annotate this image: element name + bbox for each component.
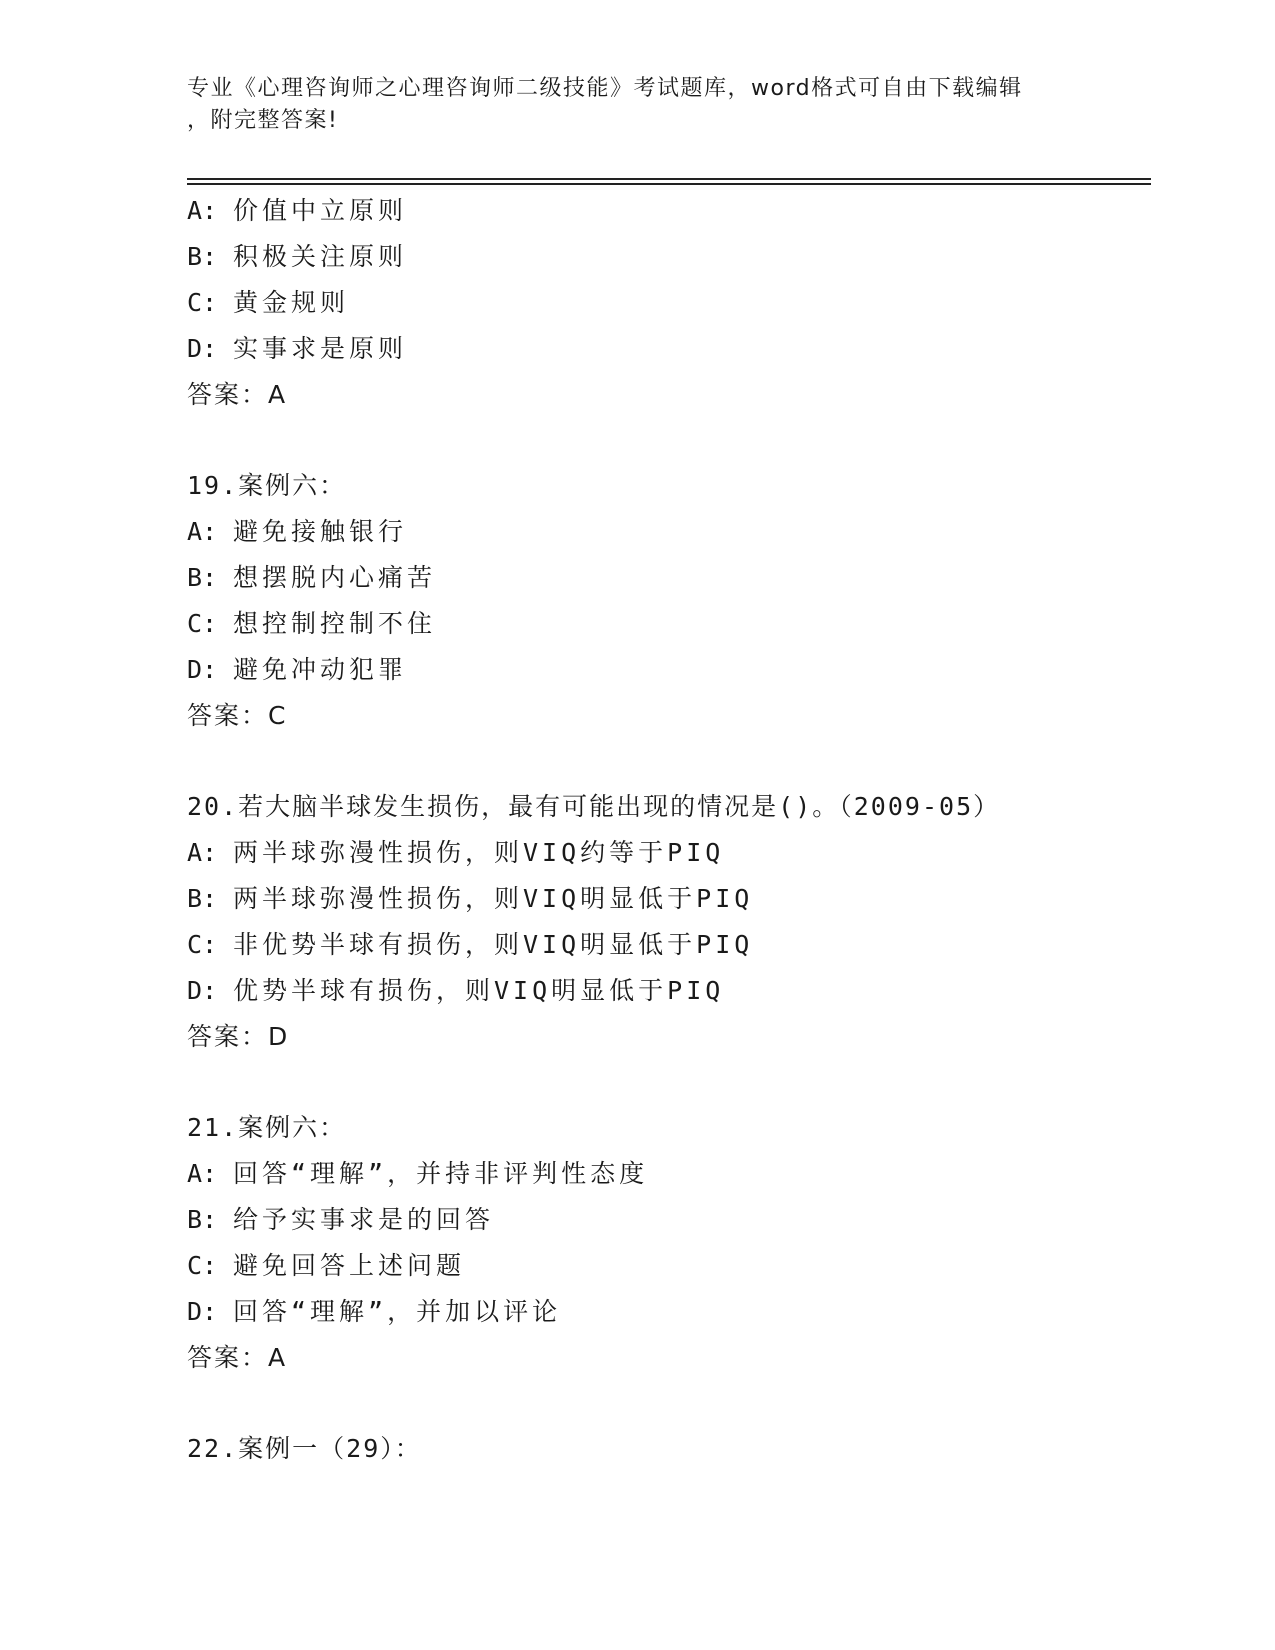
- option-a: [187, 188, 1137, 234]
- option-text: 避免冲动犯罪: [233, 655, 408, 684]
- option-key: B:: [187, 242, 218, 271]
- question-stem: [187, 784, 1137, 830]
- option-key: D:: [187, 976, 218, 1005]
- question-number: 19.: [187, 471, 239, 500]
- question-block-18: [187, 188, 1137, 418]
- question-block-19: [187, 463, 1137, 739]
- document-header: [187, 73, 1087, 137]
- question-block-21: [187, 1105, 1137, 1381]
- option-text: 避免接触银行: [233, 517, 408, 546]
- option-b: [187, 555, 1137, 601]
- option-text: 想摆脱内心痛苦: [233, 563, 437, 592]
- option-text: 回答“理解”，并持非评判性态度: [233, 1159, 649, 1188]
- option-d: [187, 968, 1137, 1014]
- question-block-20: [187, 784, 1137, 1060]
- option-text: 积极关注原则: [233, 242, 408, 271]
- option-key: C:: [187, 288, 218, 317]
- option-text: 两半球弥漫性损伤，则VIQ明显低于PIQ: [233, 884, 754, 913]
- answer-line: 答案：A: [187, 380, 288, 409]
- option-text: 黄金规则: [233, 288, 350, 317]
- header-divider-bottom: [187, 183, 1151, 185]
- option-key: A:: [187, 838, 218, 867]
- option-key: B:: [187, 563, 218, 592]
- question-list: [187, 188, 1137, 1472]
- option-key: D:: [187, 1297, 218, 1326]
- option-text: 优势半球有损伤，则VIQ明显低于PIQ: [233, 976, 725, 1005]
- question-text: 案例一（29）：: [238, 1434, 422, 1463]
- option-key: A:: [187, 517, 218, 546]
- option-d: [187, 647, 1137, 693]
- option-key: D:: [187, 655, 218, 684]
- header-title-line-1: 专业《心理咨询师之心理咨询师二级技能》考试题库，word格式可自由下载编辑: [187, 76, 1023, 101]
- option-key: C:: [187, 930, 218, 959]
- question-number: 22.: [187, 1434, 239, 1463]
- spacer: [187, 1381, 1137, 1426]
- option-text: 想控制控制不住: [233, 609, 437, 638]
- header-title-line-2: ，附完整答案!: [187, 108, 339, 133]
- question-text: 案例六：: [238, 1113, 347, 1142]
- option-key: B:: [187, 884, 218, 913]
- question-text: 案例六：: [238, 471, 347, 500]
- answer-line: 答案：D: [187, 1022, 290, 1051]
- option-d: [187, 326, 1137, 372]
- spacer: [187, 1060, 1137, 1105]
- option-key: A:: [187, 1159, 218, 1188]
- option-text: 回答“理解”，并加以评论: [233, 1297, 562, 1326]
- option-b: [187, 876, 1137, 922]
- option-text: 价值中立原则: [233, 196, 408, 225]
- option-a: [187, 830, 1137, 876]
- spacer: [187, 418, 1137, 463]
- answer-line: 答案：C: [187, 701, 288, 730]
- option-c: [187, 280, 1137, 326]
- question-number: 21.: [187, 1113, 239, 1142]
- answer-line: 答案：A: [187, 1343, 288, 1372]
- question-stem: [187, 1426, 1137, 1472]
- question-stem: [187, 463, 1137, 509]
- option-d: [187, 1289, 1137, 1335]
- option-text: 实事求是原则: [233, 334, 408, 363]
- option-text: 给予实事求是的回答: [233, 1205, 495, 1234]
- option-key: A:: [187, 196, 218, 225]
- question-text: 若大脑半球发生损伤，最有可能出现的情况是()。（2009-05）: [238, 792, 1001, 821]
- option-key: B:: [187, 1205, 218, 1234]
- option-c: [187, 601, 1137, 647]
- option-key: D:: [187, 334, 218, 363]
- option-a: [187, 1151, 1137, 1197]
- option-key: C:: [187, 609, 218, 638]
- header-divider-top: [187, 178, 1151, 180]
- question-block-22: [187, 1426, 1137, 1472]
- option-text: 两半球弥漫性损伤，则VIQ约等于PIQ: [233, 838, 725, 867]
- option-a: [187, 509, 1137, 555]
- option-text: 避免回答上述问题: [233, 1251, 466, 1280]
- option-text: 非优势半球有损伤，则VIQ明显低于PIQ: [233, 930, 754, 959]
- question-stem: [187, 1105, 1137, 1151]
- option-b: [187, 1197, 1137, 1243]
- question-number: 20.: [187, 792, 239, 821]
- option-b: [187, 234, 1137, 280]
- option-c: [187, 1243, 1137, 1289]
- spacer: [187, 739, 1137, 784]
- option-c: [187, 922, 1137, 968]
- option-key: C:: [187, 1251, 218, 1280]
